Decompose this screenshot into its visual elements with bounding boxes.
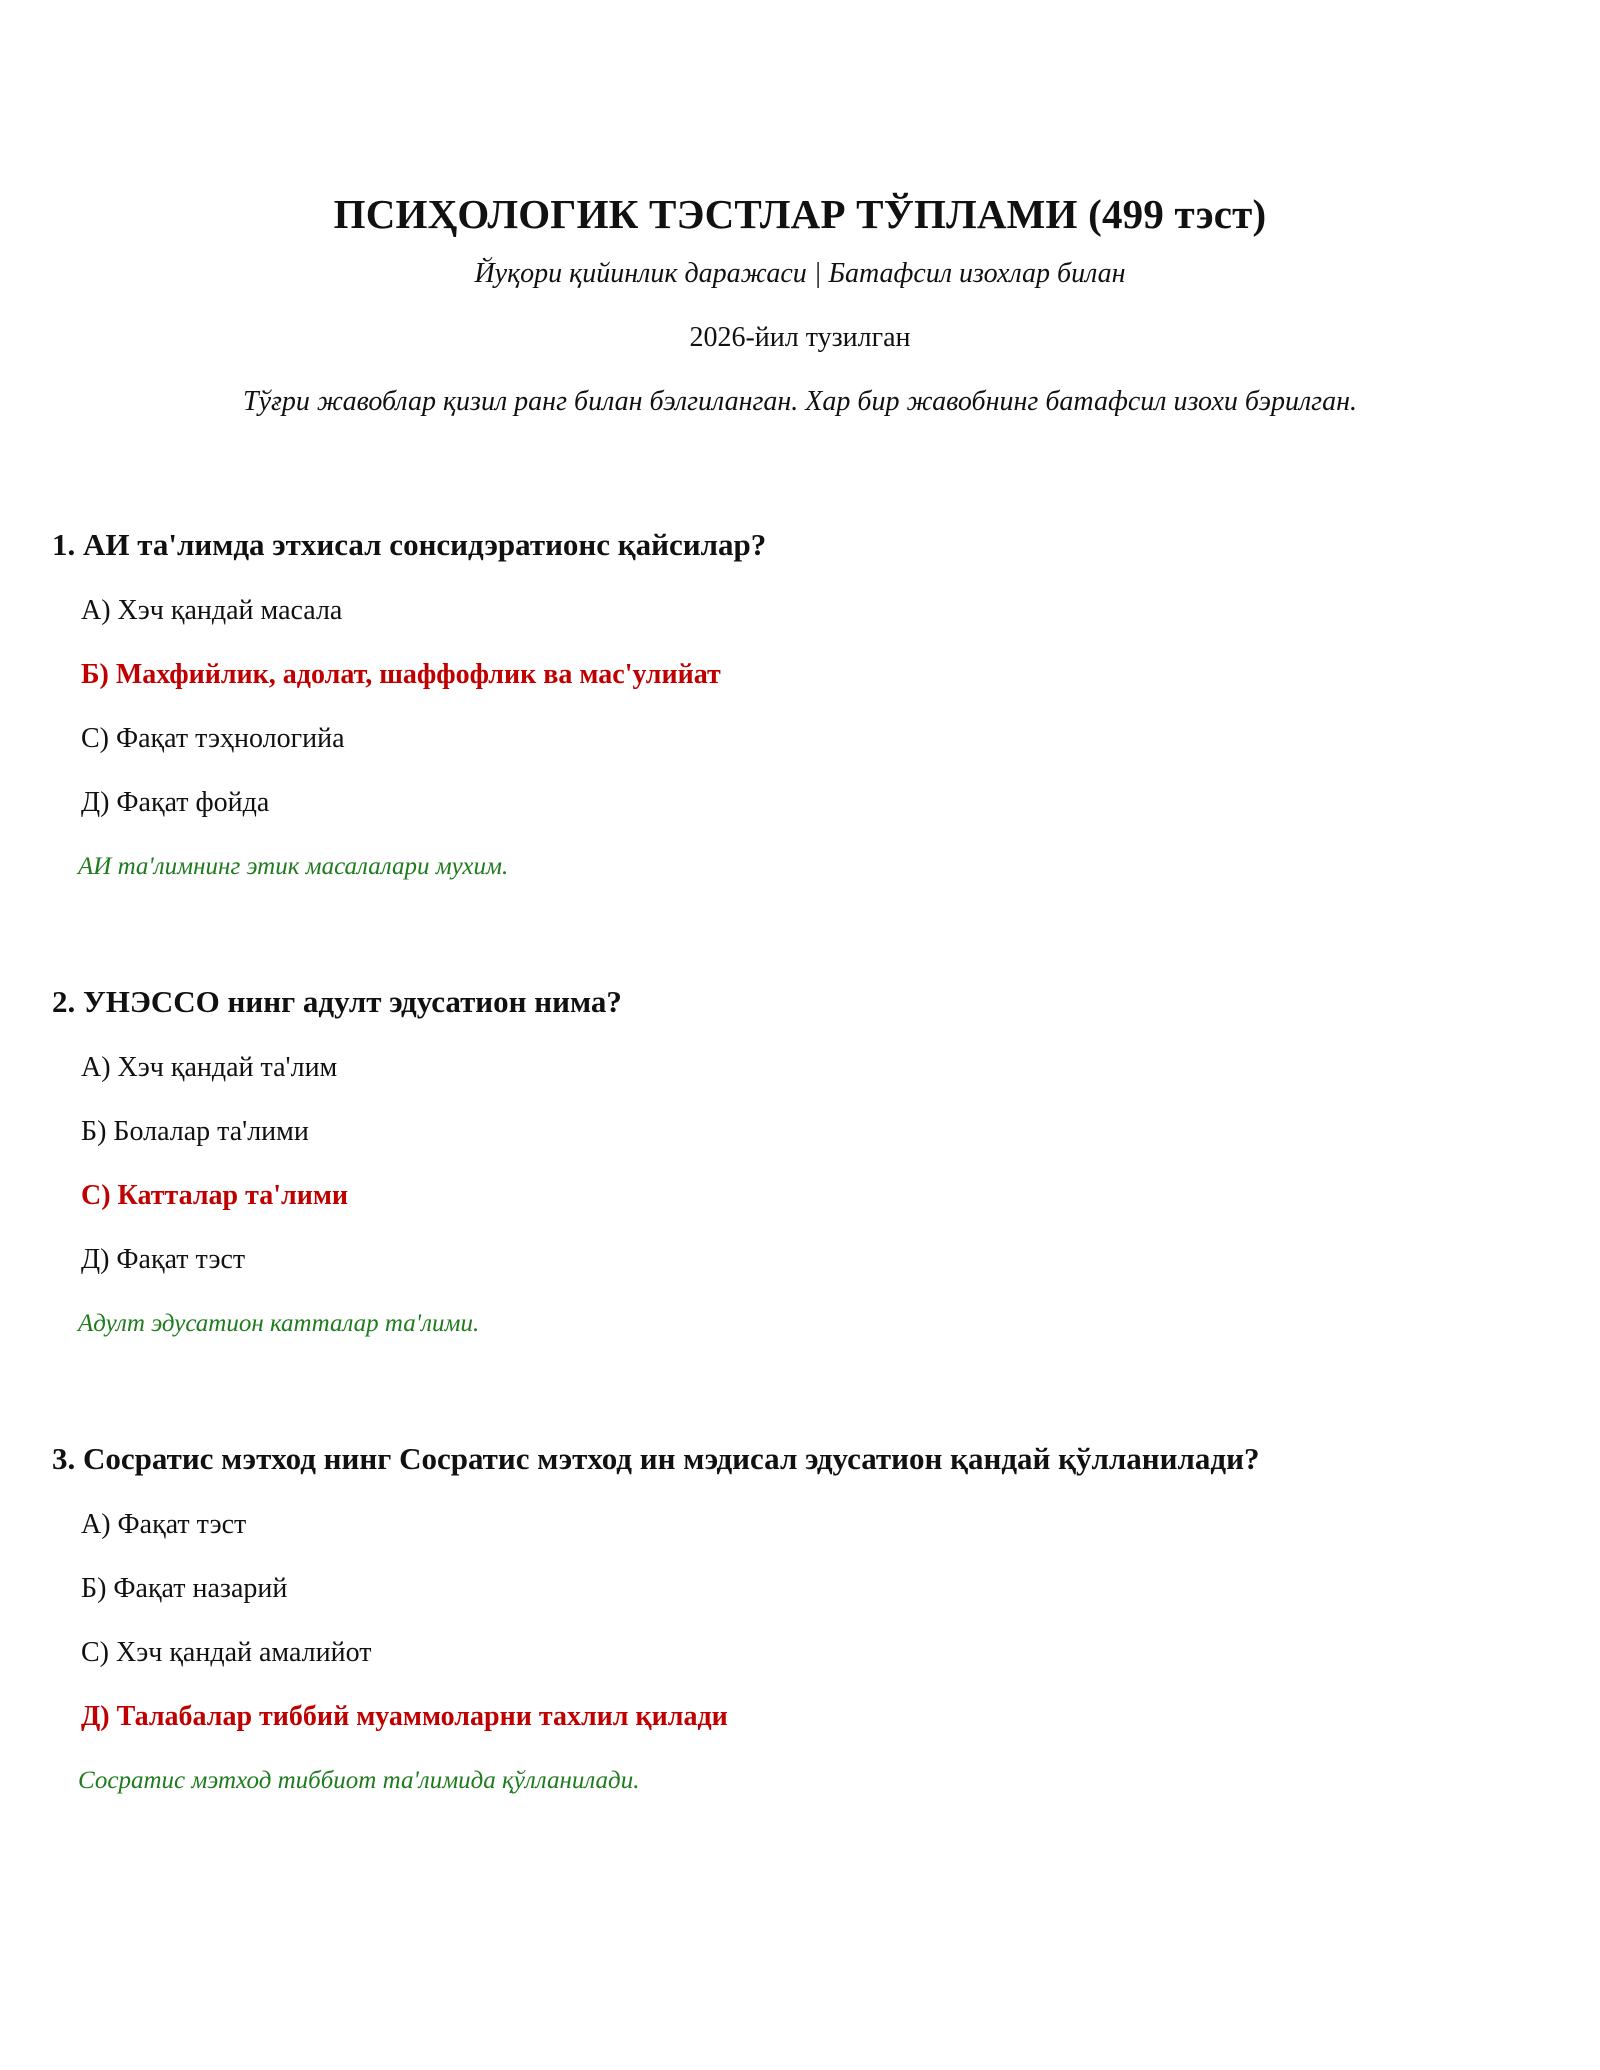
document-year: 2026-йил тузилган xyxy=(689,322,911,353)
document-title: ПСИҲОЛОГИК ТЭСТЛАР ТЎПЛАМИ (499 тэст) xyxy=(333,191,1267,237)
document-subtitle: Йуқори қийинлик даражаси | Батафсил изохлар билан xyxy=(474,258,1126,289)
answer-option: А) Фақат тэст xyxy=(81,1509,247,1540)
question-title: 2. УНЭССО нинг адулт эдусатион нима? xyxy=(52,984,622,1019)
document-note: Тўғри жавоблар қизил ранг билан бэлгиланган. Хар бир жавобнинг батафсил изохи бэрилган. xyxy=(243,386,1357,417)
answer-option: С) Хэч қандай амалийот xyxy=(81,1637,372,1668)
answer-explanation: Сосратис мэтход тиббиот та'лимида қўлланилади. xyxy=(78,1767,640,1794)
question-title: 3. Сосратис мэтход нинг Сосратис мэтход ин мэдисал эдусатион қандай қўлланилади? xyxy=(52,1441,1260,1476)
question-item xyxy=(52,523,1552,885)
question-item xyxy=(52,1437,1552,1799)
answer-option: Д) Фақат фойда xyxy=(81,787,270,818)
answer-option: Д) Талабалар тиббий муаммоларни тахлил қилади xyxy=(81,1701,728,1732)
question-list xyxy=(52,523,1552,1894)
question-title: 1. АИ та'лимда этхисал сонсидэратионс қайсилар? xyxy=(52,527,767,562)
answer-explanation: Адулт эдусатион катталар та'лими. xyxy=(78,1310,480,1337)
document-header xyxy=(0,186,1600,422)
answer-option: Б) Болалар та'лими xyxy=(81,1116,309,1147)
answer-option: А) Хэч қандай масала xyxy=(81,595,343,626)
answer-option: Б) Махфийлик, адолат, шаффофлик ва мас'улийат xyxy=(81,659,721,690)
answer-option: А) Хэч қандай та'лим xyxy=(81,1052,338,1083)
answer-option: С) Фақат тэҳнологийа xyxy=(81,723,345,754)
answer-option: С) Катталар та'лими xyxy=(81,1180,349,1211)
answer-option: Б) Фақат назарий xyxy=(81,1573,288,1604)
question-item xyxy=(52,980,1552,1342)
answer-explanation: АИ та'лимнинг этик масалалари мухим. xyxy=(78,853,509,880)
answer-option: Д) Фақат тэст xyxy=(81,1244,246,1275)
